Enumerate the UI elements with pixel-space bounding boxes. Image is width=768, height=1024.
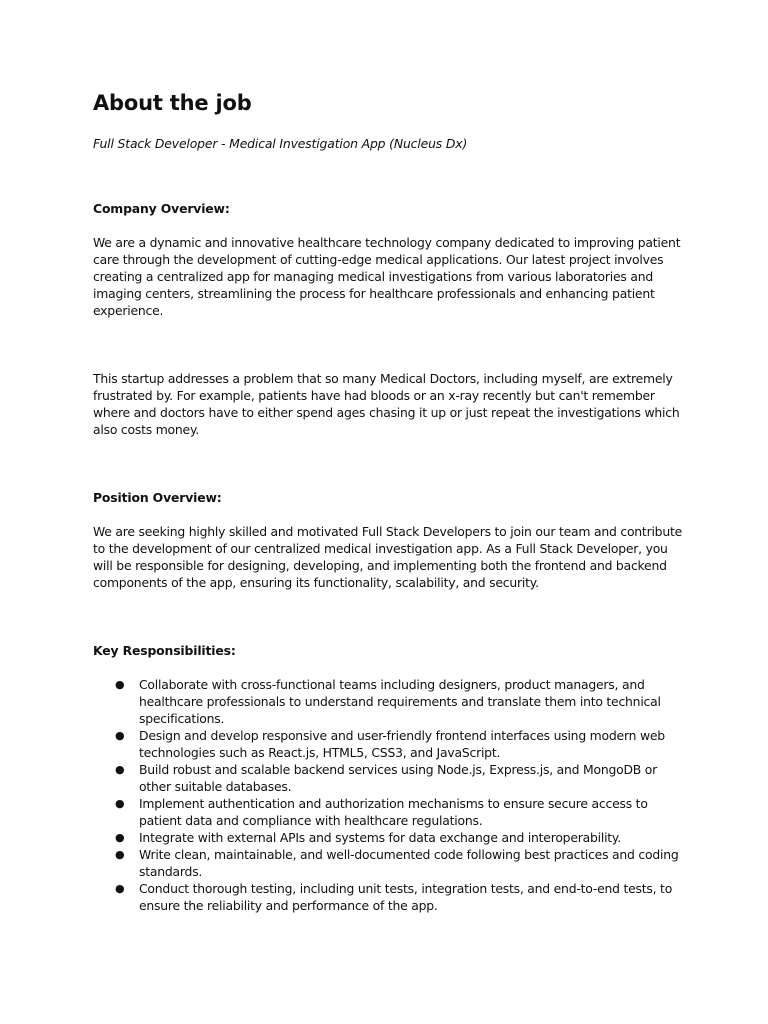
document-page — [93, 88, 683, 914]
bullet-icon: ● — [115, 797, 125, 810]
position-overview-heading: Position Overview: — [93, 490, 222, 505]
list-item — [93, 846, 683, 880]
list-item — [93, 795, 683, 829]
company-overview-paragraph: We are a dynamic and innovative healthcare technology company dedicated to improving patient care through the development of cutting-edge medical applications. Our latest project involves creating a centralized app for managing medical investigations from various laboratories and imaging centers, streamlining the process for healthcare professionals and enhancing patient experience. — [93, 235, 681, 318]
bullet-icon: ● — [115, 763, 125, 776]
list-item — [93, 829, 683, 846]
list-item-text: Implement authentication and authorization mechanisms to ensure secure access to patient data and compliance with healthcare regulations. — [139, 796, 648, 828]
list-item-text: Write clean, maintainable, and well-documented code following best practices and coding standards. — [139, 847, 679, 879]
company-overview-heading: Company Overview: — [93, 201, 230, 216]
key-responsibilities-section — [93, 642, 683, 914]
bullet-icon: ● — [115, 678, 125, 691]
bullet-icon: ● — [115, 848, 125, 861]
list-item-text: Integrate with external APIs and systems for data exchange and interoperability. — [139, 830, 621, 845]
position-overview-paragraph: We are seeking highly skilled and motivated Full Stack Developers to join our team and contribute to the development of our centralized medical investigation app. As a Full Stack Developer, you will be responsible for designing, developing, and implementing both the frontend and backend components of the app, ensuring its functionality, scalability, and security. — [93, 524, 682, 590]
bullet-icon: ● — [115, 882, 125, 895]
key-responsibilities-heading: Key Responsibilities: — [93, 643, 236, 658]
list-item-text: Design and develop responsive and user-friendly frontend interfaces using modern web technologies such as React.js, HTML5, CSS3, and JavaScript. — [139, 728, 665, 760]
list-item-text: Build robust and scalable backend services using Node.js, Express.js, and MongoDB or other suitable databases. — [139, 762, 658, 794]
page-title: About the job — [93, 91, 252, 115]
startup-problem-paragraph: This startup addresses a problem that so many Medical Doctors, including myself, are extremely frustrated by. For example, patients have had bloods or an x-ray recently but can't remember where and doctors have to either spend ages chasing it up or just repeat the investigations which also costs money. — [93, 371, 680, 437]
bullet-icon: ● — [115, 729, 125, 742]
list-item — [93, 761, 683, 795]
responsibilities-list — [93, 676, 683, 914]
bullet-icon: ● — [115, 831, 125, 844]
list-item-text: Collaborate with cross-functional teams including designers, product managers, and healthcare professionals to understand requirements and translate them into technical specifications. — [139, 677, 661, 726]
position-overview-section — [93, 489, 683, 591]
list-item-text: Conduct thorough testing, including unit tests, integration tests, and end-to-end tests, to ensure the reliability and performance of the app. — [139, 881, 673, 913]
company-overview-section — [93, 200, 683, 438]
list-item — [93, 880, 683, 914]
list-item — [93, 727, 683, 761]
job-subtitle: Full Stack Developer - Medical Investigation App (Nucleus Dx) — [93, 136, 468, 151]
list-item — [93, 676, 683, 727]
